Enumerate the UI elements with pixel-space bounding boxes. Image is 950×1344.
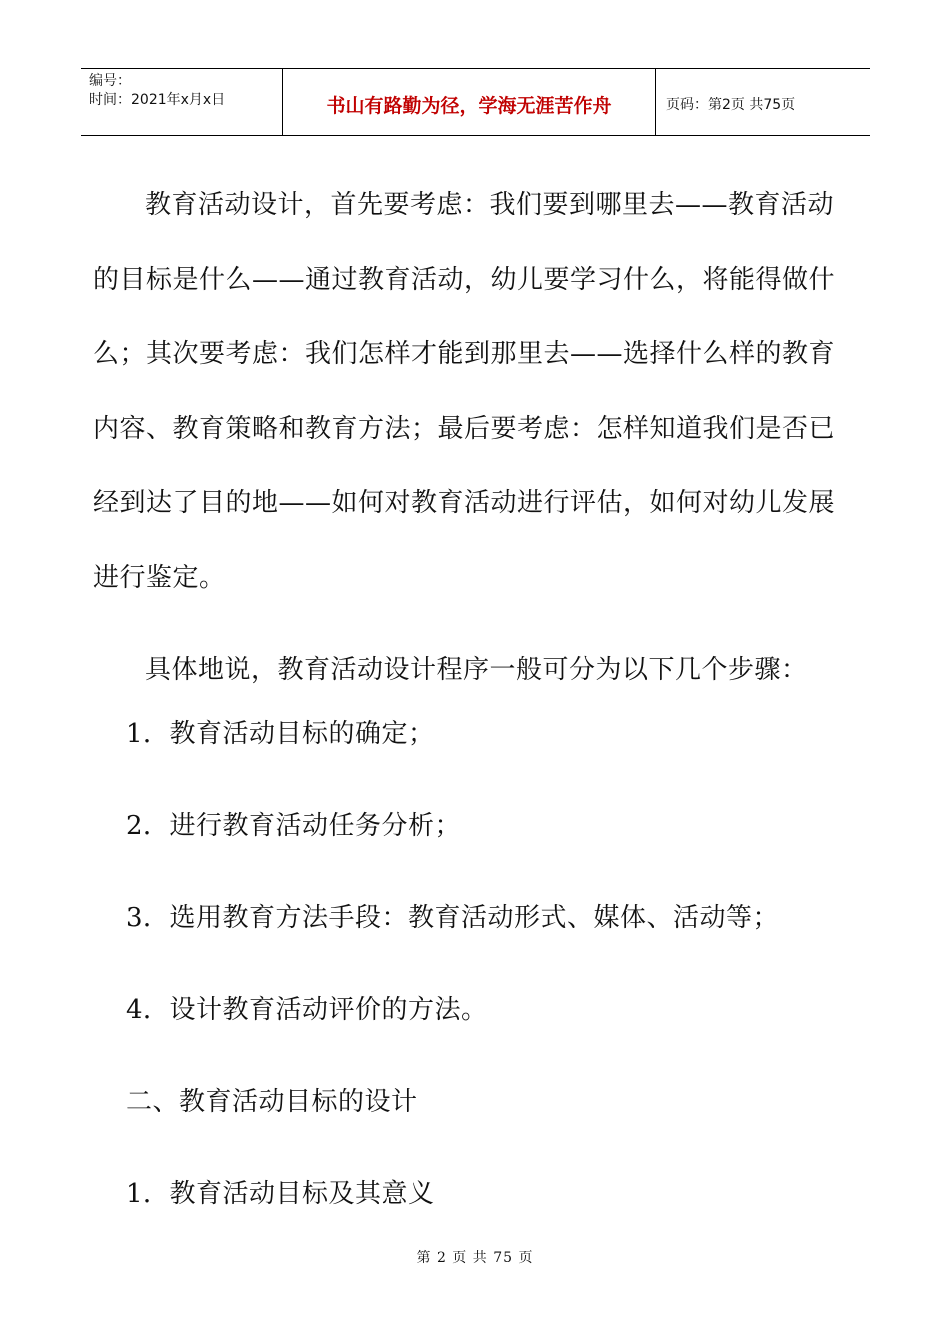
- header-meta: [81, 69, 283, 135]
- steps-intro: 具体地说，教育活动设计程序一般可分为以下几个步骤：: [145, 655, 808, 685]
- subsection-heading: 1．教育活动目标及其意义: [126, 1178, 435, 1209]
- step-item-2: 2．进行教育活动任务分析；: [126, 810, 462, 841]
- document-body: [93, 168, 853, 1270]
- page-header: [81, 68, 870, 136]
- step-item-4: 4．设计教育活动评价的方法。: [126, 994, 488, 1025]
- page-footer: 第 2 页 共 75 页: [416, 1250, 534, 1266]
- body-paragraph: 教育活动设计，首先要考虑：我们要到哪里去——教育活动的目标是什么——通过教育活动，幼儿要学习什么，将能得做什么；其次要考虑：我们怎样才能到那里去——选择什么样的教育内容、教育策略和教育方法；最后要考虑：怎样知道我们是否已经到达了目的地——如何对教育活动进行评估，如何对幼儿发展进行鉴定。: [93, 190, 836, 593]
- header-page-info: 页码：第2页 共75页: [666, 97, 796, 113]
- document-date: 时间：2021年x月x日: [89, 92, 226, 108]
- section-heading: 二、教育活动目标的设计: [126, 1086, 418, 1117]
- step-item-1: 1．教育活动目标的确定；: [126, 718, 435, 749]
- document-number: 编号：: [89, 73, 131, 89]
- step-item-3: 3．选用教育方法手段：教育活动形式、媒体、活动等；: [126, 902, 780, 933]
- header-motto: 书山有路勤为径，学海无涯苦作舟: [283, 69, 656, 135]
